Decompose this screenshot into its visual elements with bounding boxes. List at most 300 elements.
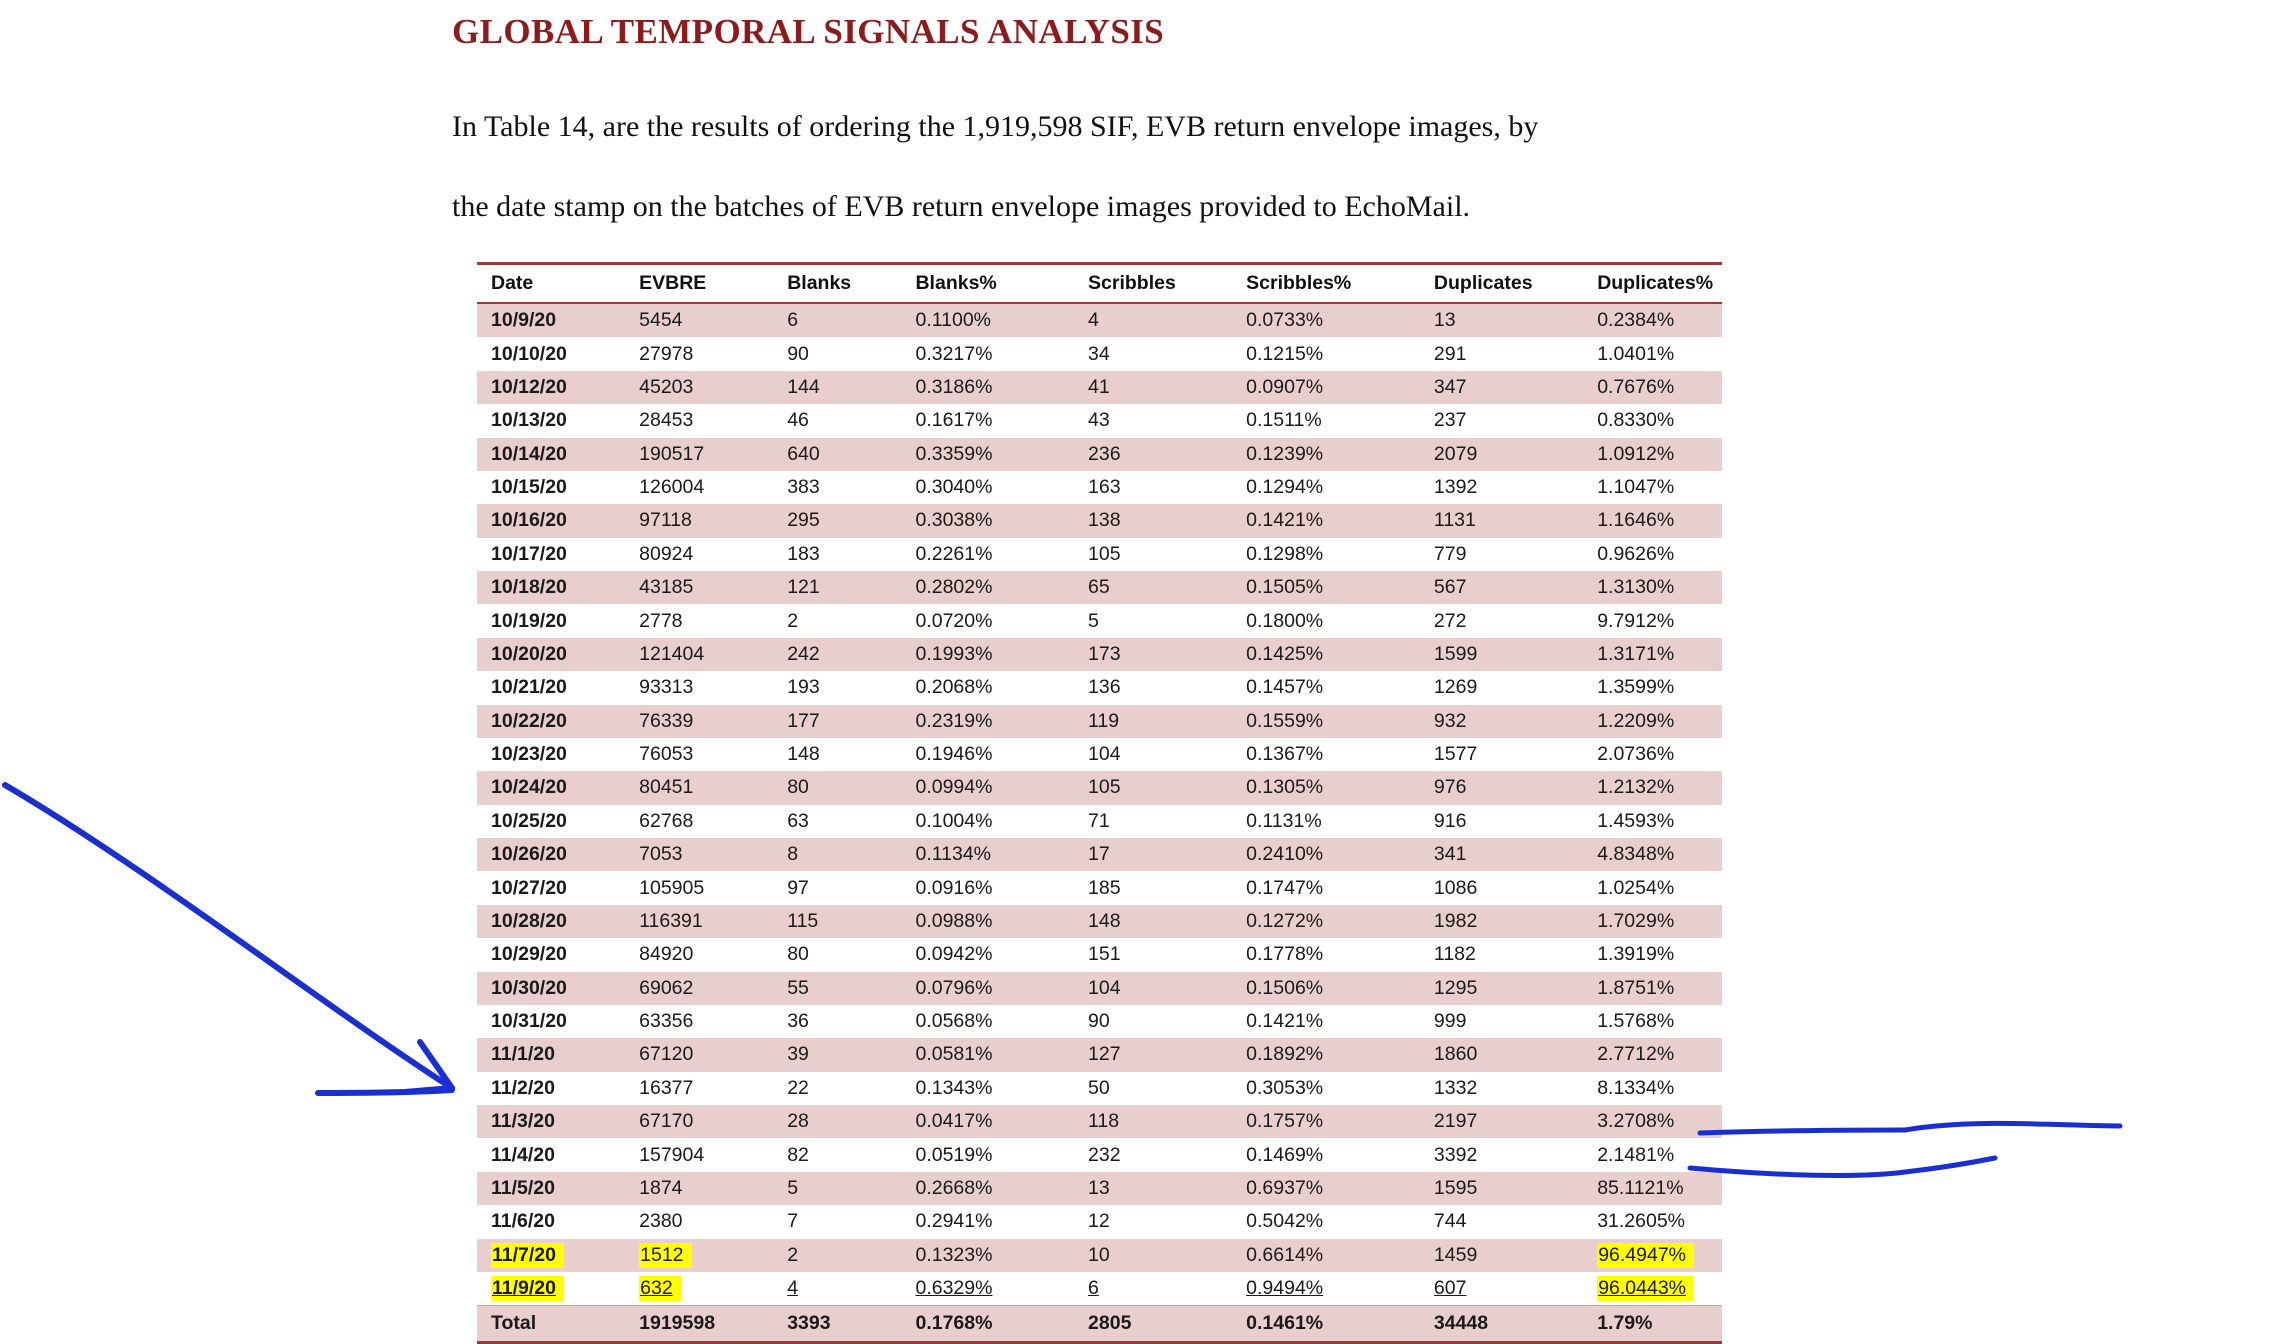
- cell-date: [477, 838, 639, 871]
- cell-blanks-pct: [915, 1239, 1088, 1272]
- cell-scribbles-text: 104: [1088, 743, 1121, 766]
- cell-scribbles-pct-text: 0.1298%: [1246, 542, 1324, 565]
- cell-blanks: [787, 972, 915, 1005]
- cell-evbre: [639, 871, 787, 904]
- cell-duplicates-text: 999: [1433, 1010, 1467, 1033]
- table-row: [477, 938, 1722, 971]
- cell-date: [477, 738, 639, 771]
- table-row: [477, 638, 1722, 671]
- cell-blanks-text: 80: [787, 943, 809, 966]
- cell-duplicates-pct-text: 8.1334%: [1597, 1076, 1675, 1099]
- cell-duplicates-pct: [1597, 1038, 1722, 1071]
- cell-scribbles-text: 118: [1088, 1110, 1120, 1133]
- table-row: [477, 1172, 1722, 1205]
- cell-blanks-pct: [915, 771, 1088, 804]
- cell-blanks-pct: [915, 905, 1088, 938]
- cell-scribbles: [1088, 705, 1246, 738]
- table-row: [477, 1105, 1722, 1138]
- cell-blanks: [787, 337, 915, 370]
- cell-blanks: [787, 604, 915, 637]
- cell-duplicates-pct: [1597, 805, 1722, 838]
- cell-evbre-text: 632: [639, 1276, 681, 1301]
- cell-duplicates: [1434, 538, 1597, 571]
- cell-duplicates-pct: [1597, 604, 1722, 637]
- cell-scribbles-pct: [1246, 671, 1434, 704]
- cell-scribbles-text: 138: [1088, 509, 1121, 532]
- cell-scribbles: [1088, 771, 1246, 804]
- cell-evbre-text: 1874: [639, 1176, 683, 1199]
- cell-date: [477, 805, 639, 838]
- cell-date: [477, 1138, 639, 1171]
- cell-date-text: 10/13/20: [491, 409, 567, 432]
- cell-duplicates: [1434, 871, 1597, 904]
- cell-blanks-pct-text: 0.3186%: [915, 375, 993, 398]
- cell-blanks-pct-text: 0.3038%: [915, 509, 993, 532]
- cell-duplicates-pct-text: 85.1121%: [1597, 1176, 1684, 1199]
- cell-scribbles-pct: [1246, 404, 1434, 437]
- cell-duplicates: [1434, 905, 1597, 938]
- cell-scribbles-text: 43: [1088, 409, 1110, 432]
- cell-scribbles-pct-text: 0.1757%: [1246, 1110, 1324, 1133]
- cell-scribbles: [1088, 438, 1246, 471]
- cell-blanks: [787, 1072, 915, 1105]
- table-row: [477, 1072, 1722, 1105]
- table-row: [477, 303, 1722, 337]
- pointer-line-upper-extension-icon: [1700, 1130, 1905, 1133]
- cell-blanks: [787, 504, 915, 537]
- cell-blanks: [787, 1205, 915, 1238]
- cell-evbre: [639, 1072, 787, 1105]
- cell-evbre-text: 67170: [639, 1110, 694, 1133]
- cell-scribbles-pct-text: 0.1425%: [1246, 642, 1324, 665]
- cell-duplicates-pct: [1597, 1005, 1722, 1038]
- cell-scribbles-pct: [1246, 638, 1434, 671]
- cell-duplicates-text: 13: [1433, 309, 1456, 332]
- cell-scribbles: [1088, 404, 1246, 437]
- cell-duplicates-pct-text: 1.5768%: [1597, 1010, 1675, 1033]
- column-header-evbre: EVBRE: [639, 264, 787, 304]
- table-row: [477, 471, 1722, 504]
- temporal-signals-table: [477, 262, 1722, 1344]
- cell-scribbles-pct-text: 0.1367%: [1246, 743, 1324, 766]
- cell-duplicates: [1434, 1239, 1597, 1272]
- table-header-row: [477, 264, 1722, 304]
- cell-evbre: [639, 538, 787, 571]
- cell-duplicates-pct-text: 1.3130%: [1597, 576, 1675, 599]
- cell-scribbles-text: 4: [1088, 309, 1099, 332]
- table-row: [477, 538, 1722, 571]
- cell-scribbles-pct: [1246, 1239, 1434, 1272]
- cell-evbre: [639, 303, 787, 337]
- cell-evbre-text: 105905: [639, 876, 705, 899]
- cell-duplicates-text: 744: [1433, 1210, 1467, 1233]
- cell-scribbles-pct: [1246, 838, 1434, 871]
- cell-duplicates-pct-text: 1.8751%: [1597, 976, 1675, 999]
- cell-blanks: [787, 1138, 915, 1171]
- cell-blanks-pct: [915, 504, 1088, 537]
- cell-evbre-text: 190517: [639, 442, 705, 465]
- cell-duplicates: [1434, 303, 1597, 337]
- cell-scribbles: [1088, 1239, 1246, 1272]
- cell-evbre: [639, 1038, 787, 1071]
- cell-date: [477, 538, 639, 571]
- cell-evbre-text: 43185: [639, 576, 694, 599]
- cell-duplicates-text: 1860: [1433, 1043, 1478, 1066]
- table-row: [477, 771, 1722, 804]
- cell-scribbles-text: 34: [1088, 342, 1110, 365]
- cell-blanks-pct-text: 0.2941%: [915, 1210, 993, 1233]
- cell-duplicates-pct: [1597, 571, 1722, 604]
- cell-scribbles-text: 236: [1088, 442, 1121, 465]
- cell-scribbles: [1088, 972, 1246, 1005]
- table-row: [477, 972, 1722, 1005]
- column-header-duplicates-pct: Duplicates%: [1597, 264, 1722, 304]
- cell-evbre-text: 121404: [639, 642, 705, 665]
- cell-evbre: [639, 1239, 787, 1272]
- cell-scribbles-pct: [1246, 738, 1434, 771]
- cell-blanks-pct: [915, 438, 1088, 471]
- cell-blanks: [787, 1239, 915, 1272]
- cell-date-text: 10/24/20: [491, 776, 567, 799]
- cell-date-text: 10/9/20: [491, 309, 557, 332]
- cell-evbre-text: 62768: [639, 809, 694, 832]
- cell-blanks-pct: [915, 1138, 1088, 1171]
- cell-blanks-pct: [915, 1105, 1088, 1138]
- cell-blanks-text: 242: [787, 642, 820, 665]
- cell-date-text: 10/27/20: [491, 876, 567, 899]
- cell-duplicates-text: 1982: [1433, 909, 1478, 932]
- cell-date-text: 10/20/20: [491, 642, 567, 665]
- cell-scribbles-pct: [1246, 1172, 1434, 1205]
- cell-duplicates-pct-text: 1.3171%: [1597, 642, 1675, 665]
- cell-duplicates: [1434, 1005, 1597, 1038]
- cell-blanks-text: 193: [787, 676, 820, 699]
- cell-date-text: 10/21/20: [491, 676, 567, 699]
- cell-date: [477, 571, 639, 604]
- cell-scribbles-text: 65: [1088, 576, 1110, 599]
- cell-date: [477, 938, 639, 971]
- cell-duplicates-pct-text: 31.2605%: [1597, 1210, 1686, 1233]
- cell-date-text: 10/15/20: [491, 476, 567, 499]
- table-row: [477, 905, 1722, 938]
- pointer-line-lower-extension-icon: [1905, 1158, 1995, 1172]
- cell-scribbles-pct-text: 0.1559%: [1246, 709, 1324, 732]
- cell-duplicates-pct: [1597, 905, 1722, 938]
- cell-scribbles-pct: [1246, 471, 1434, 504]
- cell-blanks: [787, 571, 915, 604]
- cell-scribbles-text: 12: [1088, 1210, 1110, 1233]
- cell-scribbles-text: 6: [1088, 1277, 1099, 1300]
- cell-duplicates-text: 1459: [1433, 1243, 1478, 1266]
- cell-duplicates: [1434, 604, 1597, 637]
- cell-evbre: [639, 805, 787, 838]
- cell-evbre-text: 84920: [639, 943, 694, 966]
- cell-blanks-pct: [915, 972, 1088, 1005]
- table-row: [477, 871, 1722, 904]
- cell-scribbles-pct-text: 0.1131%: [1246, 809, 1322, 832]
- total-cell-evbre: 1919598: [639, 1306, 787, 1343]
- cell-scribbles-pct-text: 0.1800%: [1246, 609, 1324, 632]
- cell-blanks-pct: [915, 571, 1088, 604]
- cell-duplicates: [1434, 438, 1597, 471]
- cell-duplicates-text: 1295: [1433, 976, 1478, 999]
- cell-blanks-pct-text: 0.1323%: [915, 1243, 993, 1266]
- cell-scribbles-pct-text: 0.3053%: [1246, 1076, 1324, 1099]
- cell-duplicates-text: 2197: [1433, 1110, 1478, 1133]
- cell-blanks-pct-text: 0.1617%: [915, 409, 993, 432]
- cell-duplicates: [1434, 938, 1597, 971]
- cell-duplicates-pct-text: 1.3599%: [1597, 676, 1675, 699]
- cell-blanks-pct-text: 0.0916%: [915, 876, 993, 899]
- cell-blanks-pct: [915, 538, 1088, 571]
- cell-duplicates-text: 1131: [1433, 509, 1476, 532]
- cell-evbre: [639, 1138, 787, 1171]
- cell-scribbles-text: 10: [1088, 1243, 1110, 1266]
- cell-blanks-text: 63: [787, 809, 809, 832]
- cell-scribbles-text: 105: [1088, 542, 1121, 565]
- cell-evbre-text: 69062: [639, 976, 694, 999]
- cell-duplicates-text: 237: [1433, 409, 1467, 432]
- cell-evbre-text: 80451: [639, 776, 694, 799]
- cell-evbre: [639, 337, 787, 370]
- cell-scribbles: [1088, 871, 1246, 904]
- arrow-shaft-icon: [5, 785, 452, 1088]
- table-row: [477, 1239, 1722, 1272]
- cell-scribbles: [1088, 371, 1246, 404]
- cell-scribbles: [1088, 571, 1246, 604]
- cell-scribbles-pct-text: 0.1506%: [1246, 976, 1324, 999]
- cell-duplicates-text: 341: [1433, 843, 1467, 866]
- cell-blanks: [787, 905, 915, 938]
- cell-blanks-pct-text: 0.1993%: [915, 642, 993, 665]
- cell-blanks: [787, 871, 915, 904]
- cell-date-text: 11/4/20: [491, 1143, 555, 1166]
- cell-blanks: [787, 838, 915, 871]
- table-row: [477, 671, 1722, 704]
- cell-duplicates-text: 976: [1433, 776, 1467, 799]
- cell-duplicates-pct-text: 3.2708%: [1597, 1110, 1675, 1133]
- cell-duplicates: [1434, 805, 1597, 838]
- cell-blanks-text: 36: [787, 1010, 809, 1033]
- cell-duplicates-pct-text: 1.0912%: [1597, 442, 1675, 465]
- cell-duplicates: [1434, 471, 1597, 504]
- cell-date-text: 10/17/20: [491, 542, 567, 565]
- cell-date: [477, 471, 639, 504]
- cell-blanks-pct-text: 0.2068%: [915, 676, 993, 699]
- cell-duplicates: [1434, 671, 1597, 704]
- cell-duplicates-pct: [1597, 972, 1722, 1005]
- cell-blanks-pct-text: 0.1004%: [915, 809, 993, 832]
- table-row: [477, 404, 1722, 437]
- cell-duplicates-pct: [1597, 938, 1722, 971]
- cell-scribbles-pct: [1246, 1072, 1434, 1105]
- cell-blanks: [787, 771, 915, 804]
- cell-scribbles-pct-text: 0.1747%: [1246, 876, 1324, 899]
- cell-duplicates-text: 1392: [1433, 476, 1478, 499]
- cell-scribbles-pct: [1246, 371, 1434, 404]
- cell-blanks-text: 2: [787, 609, 799, 632]
- cell-scribbles-pct: [1246, 604, 1434, 637]
- cell-duplicates-pct: [1597, 471, 1722, 504]
- cell-scribbles: [1088, 938, 1246, 971]
- cell-scribbles-pct-text: 0.9494%: [1246, 1277, 1324, 1300]
- cell-scribbles: [1088, 1172, 1246, 1205]
- cell-evbre-text: 2778: [639, 609, 683, 632]
- total-cell-scribbles-pct: 0.1461%: [1246, 1306, 1434, 1343]
- cell-blanks-text: 177: [787, 709, 820, 732]
- cell-duplicates-pct: [1597, 371, 1722, 404]
- cell-duplicates-pct: [1597, 538, 1722, 571]
- cell-scribbles-text: 185: [1088, 876, 1121, 899]
- cell-scribbles-text: 136: [1088, 676, 1121, 699]
- column-header-blanks: Blanks: [787, 264, 915, 304]
- cell-blanks-pct-text: 0.0568%: [915, 1010, 993, 1033]
- cell-blanks-text: 97: [787, 876, 809, 899]
- cell-duplicates-text: 3392: [1433, 1143, 1478, 1166]
- cell-scribbles-text: 148: [1088, 909, 1121, 932]
- table-row: [477, 371, 1722, 404]
- cell-duplicates-pct-text: 1.0254%: [1597, 876, 1675, 899]
- cell-blanks: [787, 371, 915, 404]
- paragraph-line-2: the date stamp on the batches of EVB return envelope images provided to EchoMail.: [452, 190, 1471, 223]
- cell-date-text: 10/26/20: [491, 843, 567, 866]
- total-cell-date: Total: [477, 1306, 639, 1343]
- cell-duplicates-pct-text: 1.0401%: [1597, 342, 1675, 365]
- cell-blanks-pct: [915, 404, 1088, 437]
- cell-date: [477, 771, 639, 804]
- cell-scribbles-text: 163: [1088, 476, 1121, 499]
- cell-blanks-pct: [915, 604, 1088, 637]
- cell-duplicates-pct-text: 96.0443%: [1597, 1276, 1694, 1301]
- cell-duplicates-text: 1269: [1433, 676, 1478, 699]
- cell-blanks-text: 183: [787, 542, 820, 565]
- table-row: [477, 838, 1722, 871]
- cell-duplicates-pct-text: 2.7712%: [1597, 1043, 1675, 1066]
- cell-duplicates-text: 1332: [1433, 1076, 1478, 1099]
- cell-duplicates: [1434, 1038, 1597, 1071]
- cell-scribbles-pct-text: 0.1457%: [1246, 676, 1324, 699]
- column-header-scribbles: Scribbles: [1088, 264, 1246, 304]
- cell-blanks-text: 22: [787, 1076, 809, 1099]
- cell-date: [477, 972, 639, 1005]
- cell-scribbles-text: 105: [1088, 776, 1121, 799]
- cell-evbre: [639, 838, 787, 871]
- cell-date-text: 10/19/20: [491, 609, 567, 632]
- cell-blanks: [787, 303, 915, 337]
- cell-evbre-text: 80924: [639, 542, 694, 565]
- cell-blanks: [787, 1038, 915, 1071]
- cell-blanks: [787, 705, 915, 738]
- cell-scribbles-pct-text: 0.1892%: [1246, 1043, 1324, 1066]
- cell-scribbles-pct-text: 0.2410%: [1246, 843, 1324, 866]
- cell-duplicates-pct: [1597, 504, 1722, 537]
- cell-duplicates-text: 347: [1433, 375, 1467, 398]
- cell-date-text: 10/23/20: [491, 743, 567, 766]
- cell-evbre-text: 28453: [639, 409, 694, 432]
- cell-scribbles-pct-text: 0.1239%: [1246, 442, 1324, 465]
- cell-blanks-pct-text: 0.1946%: [915, 743, 993, 766]
- cell-date: [477, 438, 639, 471]
- cell-date-text: 11/7/20: [491, 1243, 564, 1268]
- cell-blanks-pct-text: 0.6329%: [915, 1277, 993, 1300]
- cell-duplicates: [1434, 972, 1597, 1005]
- total-cell-duplicates: 34448: [1434, 1306, 1597, 1343]
- cell-duplicates: [1434, 1105, 1597, 1138]
- cell-blanks-text: 5: [787, 1176, 799, 1199]
- cell-duplicates: [1434, 571, 1597, 604]
- cell-evbre: [639, 404, 787, 437]
- cell-duplicates-pct: [1597, 1105, 1722, 1138]
- cell-duplicates: [1434, 371, 1597, 404]
- cell-blanks: [787, 938, 915, 971]
- cell-date: [477, 1072, 639, 1105]
- cell-blanks-text: 640: [787, 442, 820, 465]
- cell-date-text: 10/10/20: [491, 342, 567, 365]
- cell-scribbles-pct: [1246, 1005, 1434, 1038]
- cell-duplicates: [1434, 1172, 1597, 1205]
- cell-duplicates-pct-text: 0.2384%: [1597, 309, 1675, 332]
- cell-blanks: [787, 738, 915, 771]
- cell-blanks-pct: [915, 471, 1088, 504]
- cell-date-text: 10/12/20: [491, 375, 567, 398]
- cell-date-text: 10/28/20: [491, 909, 567, 932]
- column-header-blanks-pct: Blanks%: [915, 264, 1088, 304]
- table-total-row: [477, 1306, 1722, 1343]
- cell-evbre-text: 76339: [639, 709, 694, 732]
- cell-blanks-text: 90: [787, 342, 809, 365]
- cell-duplicates-pct-text: 2.1481%: [1597, 1143, 1675, 1166]
- cell-blanks-pct: [915, 1205, 1088, 1238]
- cell-scribbles-text: 50: [1088, 1076, 1110, 1099]
- column-header-scribbles-pct: Scribbles%: [1246, 264, 1434, 304]
- cell-duplicates-pct: [1597, 838, 1722, 871]
- arrow-head-icon: [405, 1042, 452, 1092]
- cell-blanks-text: 6: [787, 309, 799, 332]
- cell-scribbles-text: 90: [1088, 1010, 1110, 1033]
- cell-scribbles-pct: [1246, 972, 1434, 1005]
- cell-evbre: [639, 1272, 787, 1306]
- cell-duplicates: [1434, 705, 1597, 738]
- cell-blanks-pct-text: 0.0720%: [915, 609, 993, 632]
- cell-duplicates-pct-text: 1.2132%: [1597, 776, 1675, 799]
- cell-evbre-text: 126004: [639, 476, 705, 499]
- cell-duplicates-pct: [1597, 303, 1722, 337]
- total-cell-blanks: 3393: [787, 1306, 915, 1343]
- cell-blanks-text: 383: [787, 476, 820, 499]
- cell-duplicates-pct: [1597, 671, 1722, 704]
- cell-duplicates-pct: [1597, 438, 1722, 471]
- data-table-container: [477, 262, 1722, 1344]
- cell-duplicates-pct-text: 1.1646%: [1597, 509, 1675, 532]
- cell-scribbles: [1088, 805, 1246, 838]
- cell-blanks-pct: [915, 371, 1088, 404]
- cell-scribbles-text: 104: [1088, 976, 1121, 999]
- cell-evbre-text: 1512: [639, 1243, 691, 1268]
- cell-date: [477, 337, 639, 370]
- cell-blanks-text: 82: [787, 1143, 809, 1166]
- cell-duplicates: [1434, 771, 1597, 804]
- cell-scribbles-pct-text: 0.5042%: [1246, 1210, 1324, 1233]
- cell-blanks-pct-text: 0.0988%: [915, 909, 993, 932]
- cell-duplicates-text: 272: [1433, 609, 1467, 632]
- cell-date-text: 10/22/20: [491, 709, 567, 732]
- cell-scribbles-pct-text: 0.6937%: [1246, 1176, 1324, 1199]
- cell-duplicates-pct: [1597, 1172, 1722, 1205]
- cell-scribbles-pct: [1246, 938, 1434, 971]
- cell-scribbles-text: 13: [1088, 1176, 1110, 1199]
- cell-duplicates-pct-text: 1.3919%: [1597, 943, 1675, 966]
- cell-blanks-pct-text: 0.0796%: [915, 976, 993, 999]
